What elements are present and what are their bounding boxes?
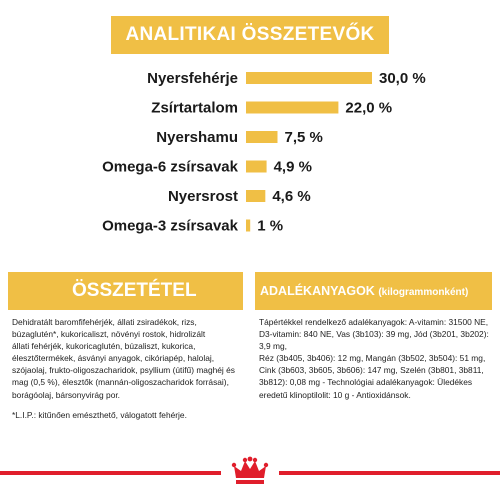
- value-label-nyershamu: 7,5 %: [284, 129, 323, 146]
- additives-line: 3b812): 0,08 mg - Technológiai adalékanyagok: Üledékes: [259, 377, 473, 388]
- royal-crown-logo-icon: [221, 452, 279, 492]
- lip-footnote: *L.I.P.: kitűnően emészthető, válogatott fehérje.: [12, 410, 187, 420]
- composition-line: mag (0,5 %), élesztők (mannán-oligoszacharidok forrásai),: [12, 377, 229, 388]
- category-label-zsirtartalom: Zsírtartalom: [151, 99, 238, 117]
- additives-line: Cink (3b603, 3b605, 3b606): 147 mg, Szelén (3b801, 3b811,: [259, 365, 484, 376]
- composition-text: [12, 316, 247, 401]
- composition-line: állati fehérjék, kukoricaglutén, búzaliszt, kukorica,: [12, 341, 196, 352]
- composition-banner: ÖSSZETÉTEL: [8, 272, 243, 310]
- category-label-omega-6-zsirsavak: Omega-6 zsírsavak: [102, 158, 238, 176]
- additives-line: Tápértékkel rendelkező adalékanyagok: A-vitamin: 31500 NE,: [259, 317, 489, 327]
- value-label-zsirtartalom: 22,0 %: [345, 99, 393, 117]
- value-label-omega-3-zsirsavak: 1 %: [257, 217, 284, 235]
- category-label-nyersrost: Nyersrost: [167, 188, 238, 205]
- analytical-bar-chart: [0, 58, 500, 258]
- category-label-omega-3-zsirsavak: Omega-3 zsírsavak: [102, 217, 238, 235]
- value-label-nyersfeherje: 30,0 %: [379, 70, 426, 87]
- value-label-nyersrost: 4,6 %: [272, 188, 311, 205]
- composition-line: szójaolaj, frukto-oligoszacharidok, psyllium (útifű) maghéj és: [12, 365, 235, 376]
- value-label-omega-6-zsirsavak: 4,9 %: [273, 158, 312, 176]
- composition-line: Dehidratált baromfifehérjék, állati zsiradékok, rizs,: [12, 317, 197, 327]
- composition-line: búzaglutén*, kukoricaliszt, növényi rostok, hidrolizált: [12, 329, 206, 340]
- additives-text: [259, 316, 492, 401]
- analytical-components-banner: ANALITIKAI ÖSSZETEVŐK: [111, 16, 389, 54]
- composition-line: borágóolaj, bársonyvirág por.: [12, 389, 121, 400]
- category-label-nyersfeherje: Nyersfehérje: [147, 70, 238, 87]
- bar-nyershamu: [246, 131, 278, 143]
- additives-banner: [255, 272, 492, 310]
- bar-zsirtartalom: [246, 102, 338, 114]
- bar-nyersfeherje: [246, 72, 372, 84]
- additives-line: eredetű klinoptilolit: 10 g - Antioxidánsok.: [259, 389, 411, 400]
- additives-line: Réz (3b405, 3b406): 12 mg, Mangán (3b502, 3b504): 51 mg,: [259, 353, 486, 364]
- additives-title: ADALÉKANYAGOK: [260, 284, 375, 298]
- bar-nyersrost: [246, 190, 265, 202]
- bar-omega-6-zsirsavak: [246, 161, 267, 173]
- additives-subtitle: (kilogrammonként): [378, 287, 469, 298]
- category-label-nyershamu: Nyershamu: [156, 129, 238, 146]
- bar-omega-3-zsirsavak: [246, 220, 250, 232]
- composition-line: élesztőtermékek, ásványi anyagok, cikóriapép, halolaj,: [12, 353, 215, 364]
- additives-line: D3-vitamin: 840 NE, Vas (3b103): 39 mg, Jód (3b201, 3b202): 3,9 mg,: [259, 329, 489, 352]
